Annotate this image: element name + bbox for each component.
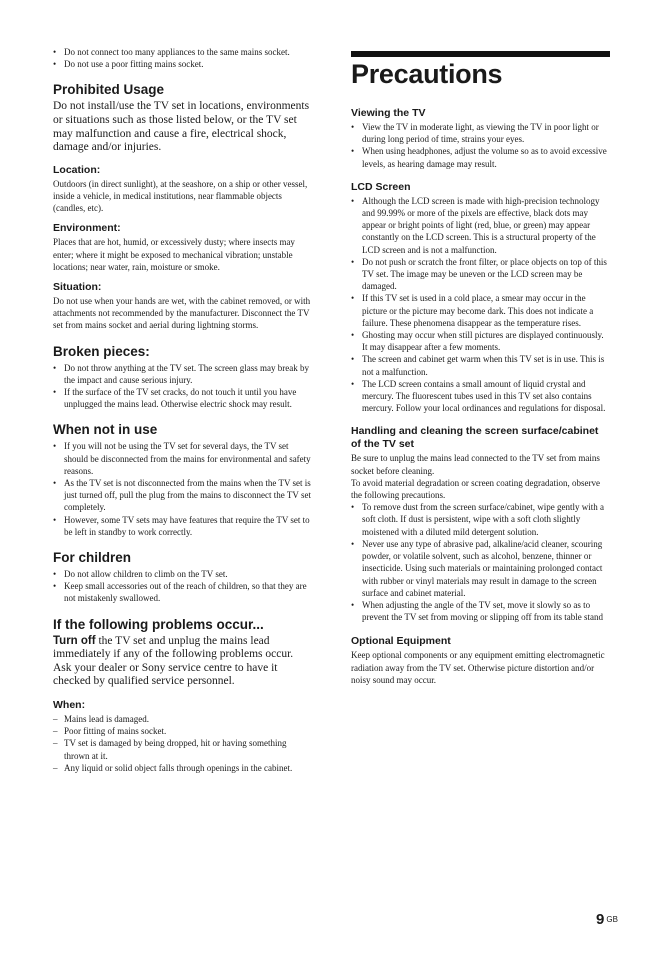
list-item: • If this TV set is used in a cold place, a smear may occur in the picture or the picture may become dark. This does not indicate a failure. These phenomena disappear as the temperature rises.: [351, 292, 610, 329]
list-item: • If the surface of the TV set cracks, do not touch it until you have unplugged the mains lead. Otherwise electric shock may result.: [53, 386, 312, 410]
prohibited-usage-heading: Prohibited Usage: [53, 82, 165, 98]
cleaning-intro: Be sure to unplug the mains lead connected to the TV set from mains socket before cleaning.: [351, 453, 600, 476]
list-item: – TV set is damaged by being dropped, hit or having something thrown at it.: [53, 737, 312, 761]
problems-heading: If the following problems occur...: [53, 616, 264, 632]
list-item: – Poor fitting of mains socket.: [53, 725, 312, 737]
list-item: • Do not use a poor fitting mains socket.: [53, 58, 312, 70]
list-item: • The LCD screen contains a small amount of liquid crystal and mercury. The fluorescent tubes used in this TV set also contains mercury. Follow your local ordinances and regulations for disposal.: [351, 378, 610, 415]
environment-text: Places that are hot, humid, or excessively dusty; where insects may enter; where it might be exposed to mechanical vibration; unstable locations; near water, rain, moisture or smoke.: [53, 237, 295, 272]
list-item: • Never use any type of abrasive pad, alkaline/acid cleaner, scouring powder, or volatile solvent, such as alcohol, benzene, thinner or insecticide. Using such materials or maintaining prolonged contact with rubber or vinyl materials may result in damage to the screen surface and cabinet material.: [351, 538, 610, 599]
list-item: • When using headphones, adjust the volume so as to avoid excessive levels, as hearing damage may result.: [351, 145, 610, 169]
lcd-screen-heading: LCD Screen: [351, 180, 411, 193]
list-item: • Do not throw anything at the TV set. The screen glass may break by the impact and cause serious injury.: [53, 362, 312, 386]
intro-bullet-list: [53, 46, 312, 70]
right-column: [351, 100, 610, 686]
environment-heading: Environment:: [53, 222, 121, 235]
location-text: Outdoors (in direct sunlight), at the seashore, on a ship or other vessel, inside a vehicle, in medical institutions, near flammable objects (candles, etc).: [53, 178, 308, 214]
list-item: – Mains lead is damaged.: [53, 713, 312, 725]
optional-equipment-text: Keep optional components or any equipment emitting electromagnetic radiation away from the TV set. Otherwise picture distortion and/or noisy sound may occur.: [351, 650, 605, 685]
turn-off-emphasis: Turn off: [53, 634, 96, 647]
page-number: [596, 911, 618, 929]
lcd-screen-list: [351, 195, 610, 415]
page-number-value: 9: [596, 911, 605, 928]
when-not-in-use-heading: When not in use: [53, 422, 158, 438]
viewing-the-tv-list: [351, 121, 610, 170]
broken-pieces-list: [53, 362, 312, 411]
list-item: – Any liquid or solid object falls through openings in the cabinet.: [53, 762, 312, 774]
list-item: • View the TV in moderate light, as viewing the TV in poor light or during long period of time, strains your eyes.: [351, 121, 610, 145]
list-item: • To remove dust from the screen surface/cabinet, wipe gently with a soft cloth. If dust is persistent, wipe with a soft cloth slightly moistened with a diluted mild detergent solution.: [351, 501, 610, 538]
cleaning-list: [351, 501, 610, 623]
cleaning-intro-2: To avoid material degradation or screen coating degradation, observe the following precautions.: [351, 477, 601, 501]
prohibited-usage-text: Do not install/use the TV set in locations, environments or situations such as those listed below, or the TV set may malfunction and cause a fire, electrical shock, damage and/or injuries.: [53, 100, 310, 154]
list-item: • If you will not be using the TV set for several days, the TV set should be disconnected from the mains for environmental and safety reasons.: [53, 440, 312, 477]
title-rule: [351, 51, 610, 57]
list-item: • Ghosting may occur when still pictures are displayed continuously. It may disappear after a few moments.: [351, 329, 610, 353]
problems-text: [53, 635, 312, 689]
list-item: • When adjusting the angle of the TV set, move it slowly so as to prevent the TV set from moving or slipping off from its table stand: [351, 599, 610, 623]
list-item: • As the TV set is not disconnected from the mains when the TV set is just turned off, pull the plug from the mains to disconnect the TV set completely.: [53, 477, 312, 514]
handling-cleaning-heading: Handling and cleaning the screen surface/cabinet of the TV set: [351, 425, 599, 451]
when-list: [53, 713, 312, 774]
situation-heading: Situation:: [53, 281, 102, 293]
optional-equipment-heading: Optional Equipment: [351, 635, 451, 648]
list-item: • Do not connect too many appliances to the same mains socket.: [53, 46, 312, 58]
problems-text-rest: the TV set and unplug the mains lead immediately if any of the following problems occur. Ask your dealer or Sony service centre to have it checked by qualified service personnel.: [53, 634, 294, 688]
list-item: • Keep small accessories out of the reach of children, so that they are not mistakenly swallowed.: [53, 580, 312, 604]
page-title: Precautions: [351, 59, 503, 89]
region-code: GB: [606, 915, 618, 924]
viewing-the-tv-heading: Viewing the TV: [351, 107, 426, 119]
when-not-in-use-list: [53, 440, 312, 538]
broken-pieces-heading: Broken pieces:: [53, 343, 150, 359]
list-item: • However, some TV sets may have features that require the TV set to be left in standby to work correctly.: [53, 514, 312, 538]
for-children-heading: For children: [53, 550, 132, 566]
list-item: • Do not allow children to climb on the TV set.: [53, 568, 312, 580]
left-column: [53, 46, 312, 774]
list-item: • The screen and cabinet get warm when this TV set is in use. This is not a malfunction.: [351, 353, 610, 377]
situation-text: Do not use when your hands are wet, with the cabinet removed, or with attachments not recommended by the manufacturer. Disconnect the TV set from mains socket and aerial during lightning storms.: [53, 296, 311, 331]
list-item: • Do not push or scratch the front filter, or place objects on top of this TV set. The image may be uneven or the LCD screen may be damaged.: [351, 256, 610, 293]
for-children-list: [53, 568, 312, 605]
list-item: • Although the LCD screen is made with high-precision technology and 99.99% or more of the pixels are effective, black dots may appear or bright points of light (red, blue, or green) may appear constantly on the LCD screen. This is a structural property of the LCD screen and is not a malfunction.: [351, 195, 610, 256]
location-heading: Location:: [53, 163, 101, 176]
when-heading: When:: [53, 699, 86, 712]
